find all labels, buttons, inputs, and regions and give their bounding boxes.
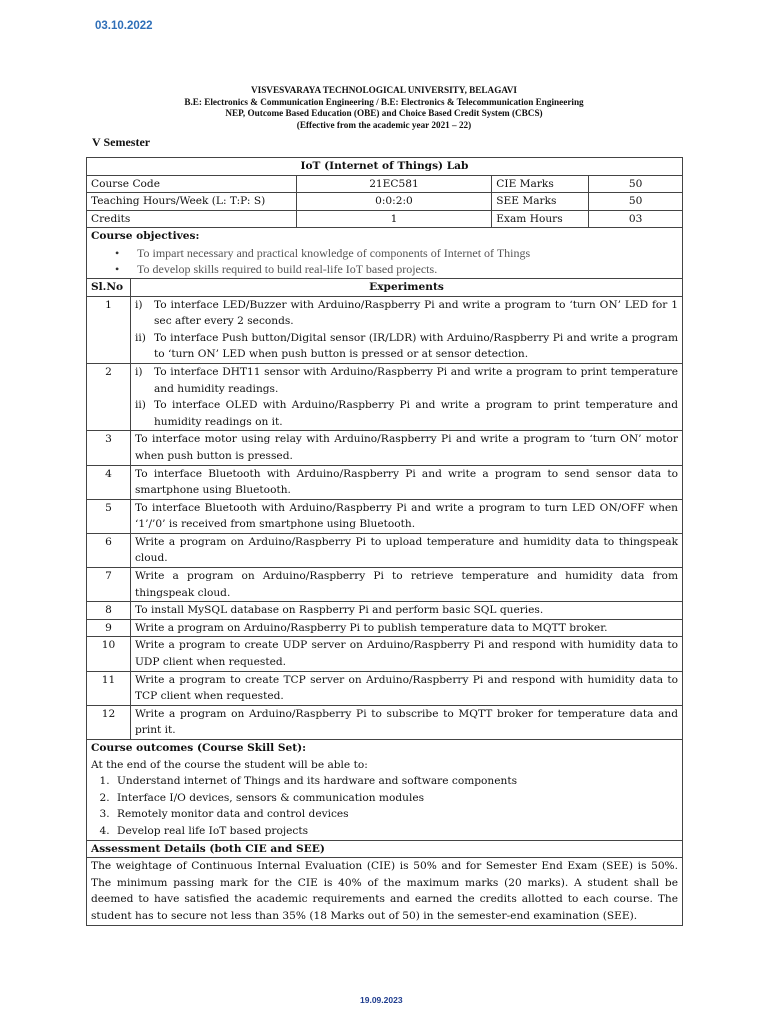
experiment-row [87, 568, 683, 602]
experiment-description: Write a program to create TCP server on Arduino/Raspberry Pi and respond with humidity data to TCP client when requested. [130, 671, 682, 705]
outcomes-list [91, 773, 678, 839]
outcomes-cell [87, 740, 683, 841]
experiment-number: 1 [87, 296, 131, 363]
experiment-row [87, 296, 683, 363]
experiment-number: 2 [87, 363, 131, 430]
experiment-row [87, 499, 683, 533]
experiments-header: Experiments [130, 278, 682, 296]
subitem-number: i) [134, 298, 143, 311]
experiment-number: 10 [87, 637, 131, 671]
see-marks-value: 50 [589, 193, 683, 211]
semester-label: V Semester [92, 135, 151, 149]
experiment-number: 7 [87, 568, 131, 602]
experiment-row [87, 465, 683, 499]
experiment-subitem [135, 330, 678, 363]
experiment-number: 12 [87, 705, 131, 739]
subitem-text: To interface LED/Buzzer with Arduino/Raspberry Pi and write a program to ‘turn ON’ LED for 1 sec after every 2 seconds. [153, 298, 678, 328]
experiment-row [87, 637, 683, 671]
experiment-description: Write a program on Arduino/Raspberry Pi to publish temperature data to MQTT broker. [130, 619, 682, 637]
experiment-row [87, 602, 683, 620]
subitem-text: To interface DHT11 sensor with Arduino/Raspberry Pi and write a program to print temperature and humidity readings. [153, 365, 678, 395]
objectives-cell [87, 228, 683, 279]
experiment-description: Write a program on Arduino/Raspberry Pi to subscribe to MQTT broker for temperature data and print it. [130, 705, 682, 739]
experiment-number: 5 [87, 499, 131, 533]
experiment-row [87, 533, 683, 567]
bottom-date-stamp: 19.09.2023 [360, 995, 403, 1005]
top-date-stamp: 03.10.2022 [95, 20, 153, 32]
experiment-description: To interface Bluetooth with Arduino/Raspberry Pi and write a program to send sensor data to smartphone using Bluetooth. [130, 465, 682, 499]
cie-marks-value: 50 [589, 175, 683, 193]
experiment-number: 9 [87, 619, 131, 637]
credits-label: Credits [87, 210, 297, 228]
experiment-row [87, 619, 683, 637]
subitem-number: ii) [134, 399, 146, 412]
experiment-row [87, 431, 683, 465]
outcome-item: 1. Understand internet of Things and its hardware and software components [113, 773, 678, 790]
assessment-text: The weightage of Continuous Internal Evaluation (CIE) is 50% and for Semester End Exam (SEE) is 50%. The minimum passing mark for the CIE is 40% of the maximum marks (20 marks). A student shall be deemed to have satisfied the academic requirements and earned the credits allotted to each course. The student has to secure not less than 35% (18 Marks out of 50) in the semester-end examination (SEE). [87, 858, 683, 925]
experiment-description [130, 363, 682, 430]
experiment-number: 11 [87, 671, 131, 705]
objectives-list [91, 245, 678, 278]
teaching-hours-value: 0:0:2:0 [296, 193, 492, 211]
objective-item: • To develop skills required to build real-life IoT based projects. [137, 261, 678, 278]
course-title: IoT (Internet of Things) Lab [87, 158, 683, 176]
experiment-description: Write a program on Arduino/Raspberry Pi to upload temperature and humidity data to thingspeak cloud. [130, 533, 682, 567]
outcome-item: 3. Remotely monitor data and control devices [113, 806, 678, 823]
experiment-row [87, 363, 683, 430]
cie-marks-label: CIE Marks [492, 175, 589, 193]
outcomes-intro: At the end of the course the student will be able to: [91, 758, 368, 771]
experiment-description [130, 296, 682, 363]
experiment-description: To interface Bluetooth with Arduino/Raspberry Pi and write a program to turn LED ON/OFF when ‘1’/’0’ is received from smartphone using Bluetooth. [130, 499, 682, 533]
subitem-text: To interface Push button/Digital sensor (IR/LDR) with Arduino/Raspberry Pi and write a program to ‘turn ON’ LED when push button is pressed or at sensor detection. [153, 331, 678, 361]
experiment-subitem [135, 397, 678, 430]
outcome-item: 4. Develop real life IoT based projects [113, 823, 678, 840]
experiment-subitem [135, 364, 678, 397]
experiment-description: Write a program on Arduino/Raspberry Pi to retrieve temperature and humidity data from thingspeak cloud. [130, 568, 682, 602]
experiment-description: Write a program to create UDP server on Arduino/Raspberry Pi and respond with humidity data to UDP client when requested. [130, 637, 682, 671]
assessment-heading: Assessment Details (both CIE and SEE) [87, 840, 683, 858]
see-marks-label: SEE Marks [492, 193, 589, 211]
scheme-line: NEP, Outcome Based Education (OBE) and Choice Based Credit System (CBCS) [225, 108, 543, 118]
program-name: B.E: Electronics & Communication Engineering / B.E: Electronics & Telecommunication Engineering [184, 96, 584, 107]
experiment-number: 3 [87, 431, 131, 465]
effective-year: (Effective from the academic year 2021 – 22) [296, 119, 472, 130]
document-header [0, 85, 768, 131]
credits-value: 1 [296, 210, 492, 228]
experiment-number: 6 [87, 533, 131, 567]
subitem-number: ii) [134, 331, 146, 344]
exam-hours-label: Exam Hours [492, 210, 589, 228]
objectives-heading: Course objectives: [91, 230, 200, 243]
experiment-number: 8 [87, 602, 131, 620]
objective-item: • To impart necessary and practical knowledge of components of Internet of Things [137, 245, 678, 262]
university-name: VISVESVARAYA TECHNOLOGICAL UNIVERSITY, BELAGAVI [250, 85, 518, 95]
sl-no-header: Sl.No [87, 278, 131, 296]
outcomes-heading: Course outcomes (Course Skill Set): [91, 742, 307, 754]
experiment-row [87, 671, 683, 705]
experiment-subitem [135, 297, 678, 330]
syllabus-table [86, 157, 683, 926]
experiment-row [87, 705, 683, 739]
exam-hours-value: 03 [589, 210, 683, 228]
subitem-text: To interface OLED with Arduino/Raspberry Pi and write a program to print temperature and humidity readings on it. [153, 399, 678, 428]
experiment-description: To interface motor using relay with Arduino/Raspberry Pi and write a program to ‘turn ON’ motor when push button is pressed. [130, 431, 682, 465]
course-code-value: 21EC581 [296, 175, 492, 193]
outcome-item: 2. Interface I/O devices, sensors & communication modules [113, 790, 678, 807]
experiment-number: 4 [87, 465, 131, 499]
experiment-description: To install MySQL database on Raspberry Pi and perform basic SQL queries. [130, 602, 682, 620]
subitem-number: i) [134, 365, 143, 378]
teaching-hours-label: Teaching Hours/Week (L: T:P: S) [87, 193, 297, 211]
course-code-label: Course Code [87, 175, 297, 193]
